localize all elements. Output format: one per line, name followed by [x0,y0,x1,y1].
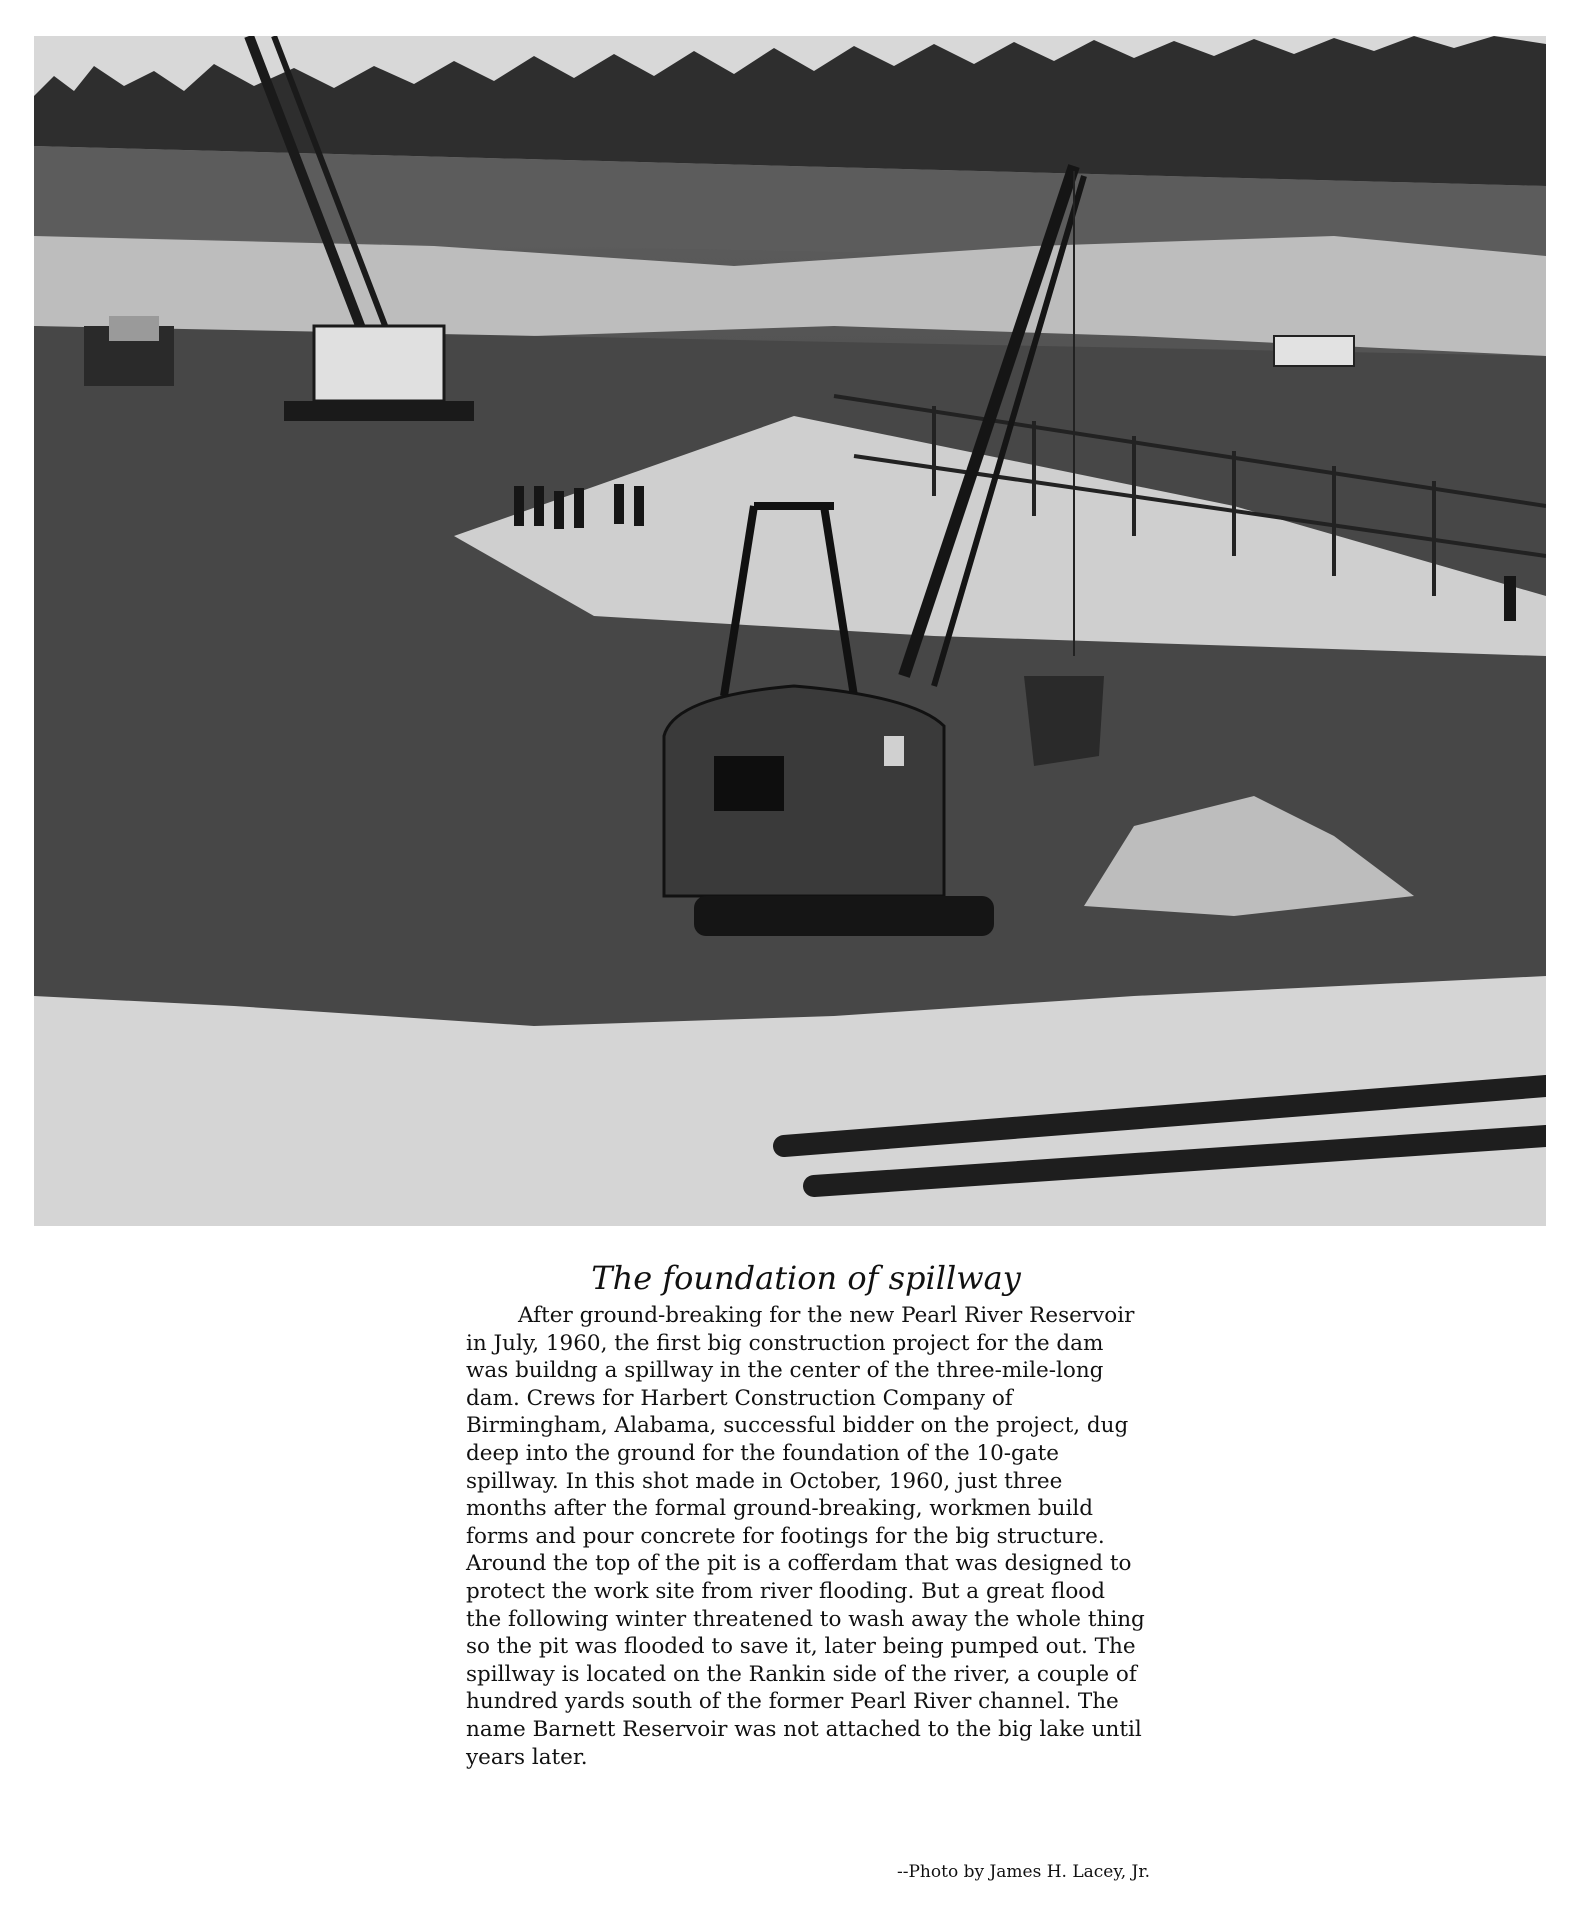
caption-title: The foundation of spillway [591,1259,1021,1297]
caption-body: After ground-breaking for the new Pearl River Reservoir in July, 1960, the first big construction project for the dam was buildng a spillway in the center of the three-mile-long dam. Crews for Harbert Construction Company of Birmingham, Alabama, successful bidder on the project, dug deep into the ground for the foundation of the 10-gate spillway. In this shot made in October, 1960, just three months after the formal ground-breaking, workmen build forms and pour concrete for footings for the big structure. Around the top of the pit is a cofferdam that was designed to protect the work site from river flooding. But a great flood the following winter threatened to wash away the whole thing so the pit was flooded to save it, later being pumped out. The spillway is located on the Rankin side of the river, a couple of hundred yards south of the former Pearl River channel. The name Barnett Reservoir was not attached to the big lake until years later. [466,1303,1145,1770]
caption-block [466,1258,1146,1771]
photo-credit: --Photo by James H. Lacey, Jr. [897,1862,1150,1882]
construction-photo [34,36,1546,1226]
